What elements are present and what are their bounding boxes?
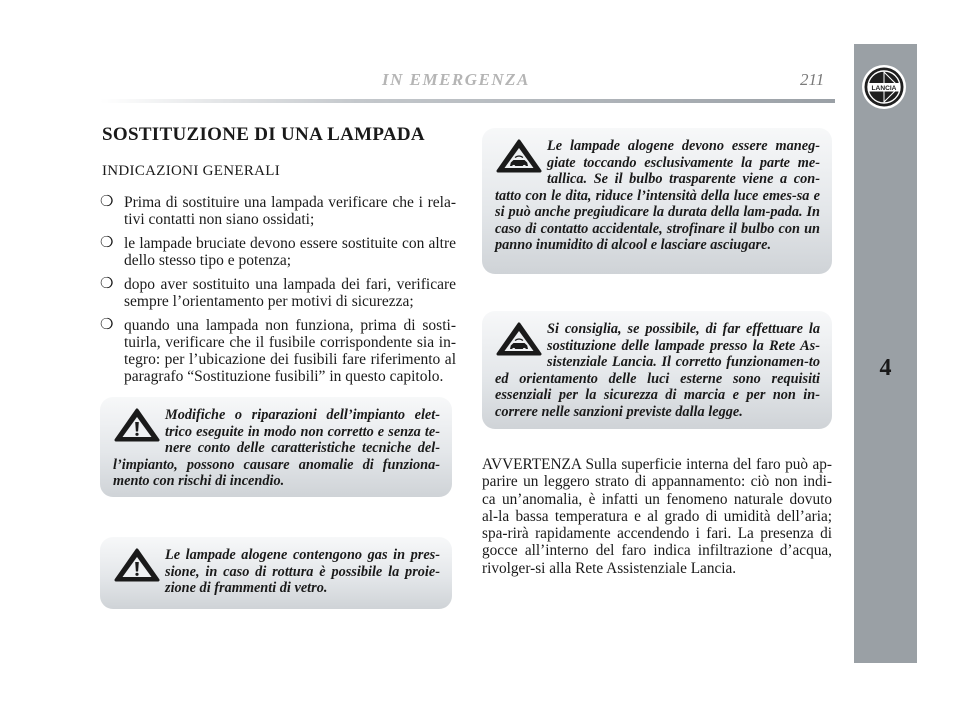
list-item-text: dopo aver sostituito una lampada dei fari, verificare sempre l’orientamento per motivi di sicurezza; [124,276,456,310]
lancia-logo-icon [860,63,908,111]
warning-text: Le lampade alogene devono essere maneg-giate toccando esclusivamente la parte me-tallica. Se il bulbo trasparente viene a con-tatto con le dita, riduce l’intensità della luce emes-sa e si può anche pregiudicare la durata della lam-pada. In caso di contatto accidentale, strofinare il bulbo con un panno inumidito di alcool e lasciare asciugare. [495,138,820,253]
car-service-triangle-icon [495,322,543,356]
avvertenza-note: AVVERTENZA Sulla superficie interna del faro può ap-parire un leggero strato di appannamento: ciò non indi-ca un’anomalia, è infatti un fenomeno naturale dovuto al-la bassa temperatura e al grado di umidità dell’aria; spa-rirà rapidamente accendendo i fari. La presenza di gocce all’interno del faro indica infiltrazione d’acqua, rivolger-si alla Rete Assistenziale Lancia. [482,456,832,577]
car-service-triangle-icon [495,139,543,173]
bullet-circle-icon: ❍ [100,235,114,251]
service-network-warning-box [482,311,832,429]
bullet-circle-icon: ❍ [100,317,114,333]
header-title: IN EMERGENZA [382,70,530,89]
list-item [100,235,456,269]
electrical-warning-box [100,397,452,497]
list-item-text: quando una lampada non funziona, prima di sosti-tuirla, verificare che il fusibile corrispondente sia in-tegro: per l’ubicazione dei fusibili fare riferimento al paragrafo “Sostituzione fusibili” in questo capitolo. [124,317,456,385]
warning-text: Modifiche o riparazioni dell’impianto elet-trico eseguite in modo non corretto e senza te-nere conto delle caratteristiche tecniche del-l’impianto, possono causare anomalie di funziona-mento con rischi di incendio. [113,407,440,489]
bullet-circle-icon: ❍ [100,194,114,210]
subsection-title: INDICAZIONI GENERALI [102,163,281,179]
section-title: SOSTITUZIONE DI UNA LAMPADA [102,124,425,145]
header-rule [100,99,835,103]
list-item-text: le lampade bruciate devono essere sostituite con altre dello stesso tipo e potenza; [124,235,456,269]
page-number: 211 [800,70,825,89]
chapter-number: 4 [879,355,892,381]
warning-triangle-icon [113,548,161,582]
warning-text: Si consiglia, se possibile, di far effettuare la sostituzione delle lampade presso la Rete As-sistenziale Lancia. Il corretto funzionamen-to ed orientamento delle luci esterne sono requisiti essenziali per la sicurezza di marcia e per non in-correre nelle sanzioni previste dalla legge. [495,321,820,420]
list-item-text: Prima di sostituire una lampada verificare che i rela-tivi contatti non siano ossidati; [124,194,456,228]
list-item [100,194,456,228]
bullet-list [100,194,456,392]
bullet-circle-icon: ❍ [100,276,114,292]
halogen-handling-warning-box [482,128,832,274]
list-item [100,276,456,310]
chapter-side-tab [854,44,917,663]
halogen-pressure-warning-box [100,537,452,609]
list-item [100,317,456,385]
warning-triangle-icon [113,408,161,442]
logo-text: LANCIA [871,85,897,92]
warning-text: Le lampade alogene contengono gas in pres-sione, in caso di rottura è possibile la proie-zione di frammenti di vetro. [165,547,440,596]
